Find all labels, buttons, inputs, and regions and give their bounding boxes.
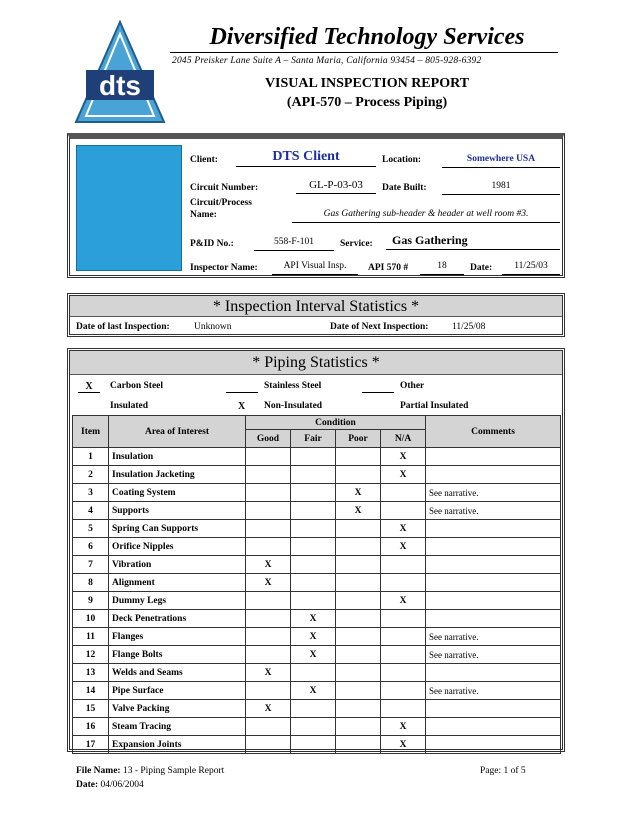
inspection-table bbox=[72, 415, 561, 754]
row-na bbox=[381, 682, 426, 700]
piping-statistics-box bbox=[67, 348, 565, 752]
header-rule bbox=[170, 52, 558, 53]
header-fair: Fair bbox=[291, 430, 336, 448]
file-name-label: File Name: bbox=[76, 766, 121, 776]
inspector-label: Inspector Name: bbox=[190, 263, 258, 273]
footer-file bbox=[76, 766, 224, 776]
row-fair bbox=[291, 718, 336, 736]
service-value: Gas Gathering bbox=[386, 233, 560, 250]
row-poor: X bbox=[336, 502, 381, 520]
row-poor bbox=[336, 538, 381, 556]
process-label-2: Name: bbox=[190, 210, 217, 220]
footer-date-label: Date: bbox=[76, 780, 99, 790]
row-fair bbox=[291, 466, 336, 484]
row-item: 6 bbox=[73, 538, 109, 556]
header-condition: Condition bbox=[246, 416, 426, 430]
row-poor bbox=[336, 520, 381, 538]
row-area: Flanges bbox=[109, 628, 246, 646]
row-comment bbox=[426, 718, 561, 736]
carbon-steel-mark: X bbox=[78, 381, 100, 393]
row-na bbox=[381, 664, 426, 682]
api-label: API 570 # bbox=[368, 263, 409, 273]
row-comment: See narrative. bbox=[426, 682, 561, 700]
row-item: 17 bbox=[73, 736, 109, 754]
row-good bbox=[246, 682, 291, 700]
date-built-value: 1981 bbox=[442, 181, 560, 195]
row-na: X bbox=[381, 718, 426, 736]
row-na bbox=[381, 628, 426, 646]
table-row bbox=[73, 484, 561, 502]
pid-value: 558-F-101 bbox=[254, 237, 334, 251]
inspector-value: API Visual Insp. bbox=[272, 261, 358, 275]
header-good: Good bbox=[246, 430, 291, 448]
row-item: 7 bbox=[73, 556, 109, 574]
row-area: Insulation bbox=[109, 448, 246, 466]
row-poor bbox=[336, 682, 381, 700]
table-row bbox=[73, 556, 561, 574]
header-item: Item bbox=[73, 416, 109, 448]
company-name: Diversified Technology Services bbox=[209, 24, 525, 50]
row-fair bbox=[291, 736, 336, 754]
table-row bbox=[73, 628, 561, 646]
row-good: X bbox=[246, 664, 291, 682]
row-item: 4 bbox=[73, 502, 109, 520]
row-area: Supports bbox=[109, 502, 246, 520]
row-poor bbox=[336, 646, 381, 664]
circuit-number-value: GL-P-03-03 bbox=[296, 179, 376, 194]
header-na: N/A bbox=[381, 430, 426, 448]
report-subtitle: (API-570 – Process Piping) bbox=[286, 95, 448, 110]
row-poor bbox=[336, 556, 381, 574]
footer-date bbox=[76, 780, 144, 790]
table-row bbox=[73, 538, 561, 556]
row-fair bbox=[291, 556, 336, 574]
row-item: 16 bbox=[73, 718, 109, 736]
header-comments: Comments bbox=[426, 416, 561, 448]
file-name-value: 13 - Piping Sample Report bbox=[122, 766, 225, 776]
row-comment bbox=[426, 556, 561, 574]
table-row bbox=[73, 520, 561, 538]
row-na bbox=[381, 556, 426, 574]
row-good bbox=[246, 592, 291, 610]
row-item: 9 bbox=[73, 592, 109, 610]
row-poor bbox=[336, 700, 381, 718]
company-address: 2045 Preisker Lane Suite A – Santa Maria, California 93454 – 805-928-6392 bbox=[172, 56, 482, 66]
row-comment bbox=[426, 520, 561, 538]
row-item: 1 bbox=[73, 448, 109, 466]
table-row bbox=[73, 574, 561, 592]
row-good bbox=[246, 538, 291, 556]
row-good bbox=[246, 448, 291, 466]
client-value: DTS Client bbox=[236, 149, 376, 167]
row-good bbox=[246, 718, 291, 736]
last-inspection-value: Unknown bbox=[194, 322, 232, 332]
inspection-interval-box bbox=[67, 293, 565, 337]
date-label: Date: bbox=[470, 263, 493, 273]
row-na: X bbox=[381, 736, 426, 754]
row-comment bbox=[426, 466, 561, 484]
row-item: 11 bbox=[73, 628, 109, 646]
row-comment bbox=[426, 664, 561, 682]
row-item: 14 bbox=[73, 682, 109, 700]
row-item: 12 bbox=[73, 646, 109, 664]
row-fair bbox=[291, 448, 336, 466]
partial-insulated-label: Partial Insulated bbox=[400, 401, 469, 411]
api-value: 18 bbox=[420, 261, 464, 275]
table-row bbox=[73, 502, 561, 520]
row-fair bbox=[291, 574, 336, 592]
insulated-label: Insulated bbox=[110, 401, 149, 411]
table-row bbox=[73, 682, 561, 700]
row-na: X bbox=[381, 448, 426, 466]
row-poor bbox=[336, 664, 381, 682]
row-na bbox=[381, 502, 426, 520]
row-comment bbox=[426, 700, 561, 718]
row-fair bbox=[291, 484, 336, 502]
header-poor: Poor bbox=[336, 430, 381, 448]
row-area: Alignment bbox=[109, 574, 246, 592]
row-poor: X bbox=[336, 484, 381, 502]
row-area: Welds and Seams bbox=[109, 664, 246, 682]
pid-label: P&ID No.: bbox=[190, 239, 234, 249]
row-good bbox=[246, 646, 291, 664]
interval-title: * Inspection Interval Statistics * bbox=[70, 296, 562, 317]
row-na bbox=[381, 574, 426, 592]
row-area: Deck Penetrations bbox=[109, 610, 246, 628]
table-row bbox=[73, 664, 561, 682]
row-area: Dummy Legs bbox=[109, 592, 246, 610]
process-label-1: Circuit/Process bbox=[190, 198, 252, 208]
table-header-row bbox=[73, 416, 561, 430]
row-poor bbox=[336, 592, 381, 610]
svg-text:dts: dts bbox=[99, 70, 141, 101]
row-na bbox=[381, 610, 426, 628]
row-area: Pipe Surface bbox=[109, 682, 246, 700]
row-good bbox=[246, 466, 291, 484]
row-item: 3 bbox=[73, 484, 109, 502]
table-row bbox=[73, 646, 561, 664]
location-value: Somewhere USA bbox=[442, 154, 560, 168]
row-good bbox=[246, 520, 291, 538]
process-name-value: Gas Gathering sub-header & header at well room #3. bbox=[292, 209, 560, 223]
piping-title: * Piping Statistics * bbox=[70, 351, 562, 375]
row-poor bbox=[336, 448, 381, 466]
row-area: Insulation Jacketing bbox=[109, 466, 246, 484]
row-area: Orifice Nipples bbox=[109, 538, 246, 556]
row-fair bbox=[291, 502, 336, 520]
row-good bbox=[246, 610, 291, 628]
row-na bbox=[381, 646, 426, 664]
row-poor bbox=[336, 574, 381, 592]
row-area: Coating System bbox=[109, 484, 246, 502]
next-inspection-value: 11/25/08 bbox=[452, 322, 486, 332]
date-value: 11/25/03 bbox=[502, 261, 560, 275]
row-area: Steam Tracing bbox=[109, 718, 246, 736]
other-mark bbox=[362, 381, 394, 393]
row-comment bbox=[426, 736, 561, 754]
row-fair bbox=[291, 538, 336, 556]
row-na: X bbox=[381, 592, 426, 610]
row-poor bbox=[336, 628, 381, 646]
row-comment: See narrative. bbox=[426, 646, 561, 664]
row-fair bbox=[291, 520, 336, 538]
row-area: Expansion Joints bbox=[109, 736, 246, 754]
page-number: Page: 1 of 5 bbox=[480, 766, 526, 776]
carbon-steel-label: Carbon Steel bbox=[110, 381, 164, 391]
row-na bbox=[381, 700, 426, 718]
row-comment: See narrative. bbox=[426, 628, 561, 646]
table-row bbox=[73, 466, 561, 484]
row-item: 13 bbox=[73, 664, 109, 682]
table-row bbox=[73, 610, 561, 628]
next-inspection-label: Date of Next Inspection: bbox=[330, 322, 429, 332]
report-title: VISUAL INSPECTION REPORT bbox=[264, 76, 470, 91]
row-comment: See narrative. bbox=[426, 484, 561, 502]
table-row bbox=[73, 448, 561, 466]
row-good bbox=[246, 628, 291, 646]
row-item: 2 bbox=[73, 466, 109, 484]
footer-date-value: 04/06/2004 bbox=[100, 780, 144, 790]
service-label: Service: bbox=[340, 239, 373, 249]
row-comment bbox=[426, 448, 561, 466]
row-poor bbox=[336, 610, 381, 628]
date-built-label: Date Built: bbox=[382, 183, 427, 193]
other-label: Other bbox=[400, 381, 425, 391]
row-fair: X bbox=[291, 628, 336, 646]
row-area: Vibration bbox=[109, 556, 246, 574]
row-fair: X bbox=[291, 610, 336, 628]
row-poor bbox=[336, 718, 381, 736]
table-row bbox=[73, 592, 561, 610]
row-good bbox=[246, 484, 291, 502]
row-good: X bbox=[246, 574, 291, 592]
client-info-box bbox=[67, 133, 565, 278]
row-fair bbox=[291, 592, 336, 610]
circuit-number-label: Circuit Number: bbox=[190, 183, 259, 193]
row-na bbox=[381, 484, 426, 502]
header-area: Area of Interest bbox=[109, 416, 246, 448]
row-item: 10 bbox=[73, 610, 109, 628]
row-good bbox=[246, 736, 291, 754]
stainless-steel-mark bbox=[226, 381, 258, 393]
table-row bbox=[73, 736, 561, 754]
table-row bbox=[73, 700, 561, 718]
row-comment: See narrative. bbox=[426, 502, 561, 520]
row-comment bbox=[426, 574, 561, 592]
row-good: X bbox=[246, 556, 291, 574]
row-comment bbox=[426, 610, 561, 628]
row-good bbox=[246, 502, 291, 520]
row-poor bbox=[336, 466, 381, 484]
row-poor bbox=[336, 736, 381, 754]
row-comment bbox=[426, 592, 561, 610]
row-fair bbox=[291, 700, 336, 718]
non-insulated-mark: X bbox=[238, 401, 246, 412]
stainless-steel-label: Stainless Steel bbox=[264, 381, 322, 391]
table-row bbox=[73, 718, 561, 736]
row-good: X bbox=[246, 700, 291, 718]
row-fair: X bbox=[291, 646, 336, 664]
row-comment bbox=[426, 538, 561, 556]
row-item: 5 bbox=[73, 520, 109, 538]
row-area: Flange Bolts bbox=[109, 646, 246, 664]
row-area: Spring Can Supports bbox=[109, 520, 246, 538]
photo-placeholder bbox=[76, 145, 182, 271]
last-inspection-label: Date of last Inspection: bbox=[76, 322, 170, 332]
row-area: Valve Packing bbox=[109, 700, 246, 718]
non-insulated-label: Non-Insulated bbox=[264, 401, 323, 411]
row-na: X bbox=[381, 538, 426, 556]
row-item: 15 bbox=[73, 700, 109, 718]
row-na: X bbox=[381, 466, 426, 484]
location-label: Location: bbox=[382, 155, 422, 165]
row-item: 8 bbox=[73, 574, 109, 592]
row-na: X bbox=[381, 520, 426, 538]
client-label: Client: bbox=[190, 155, 218, 165]
company-logo bbox=[72, 18, 168, 128]
row-fair bbox=[291, 664, 336, 682]
row-fair: X bbox=[291, 682, 336, 700]
